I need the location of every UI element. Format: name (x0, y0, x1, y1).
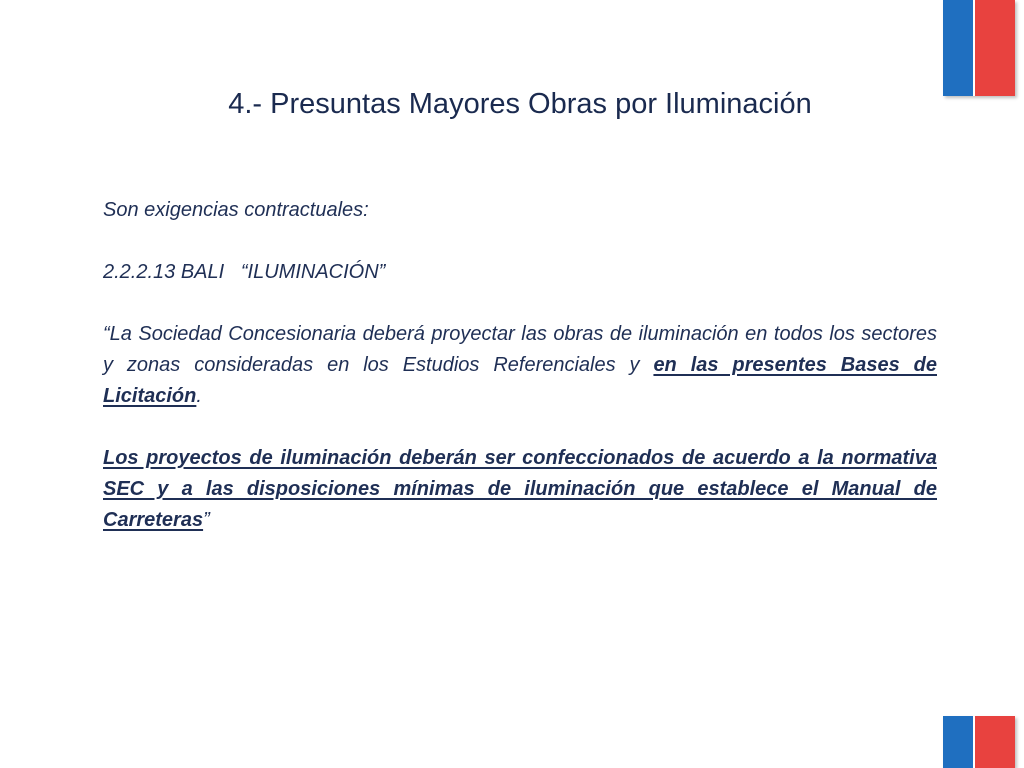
flag-icon (943, 716, 1015, 768)
flag-blue-stripe (943, 0, 973, 96)
paragraph-1-text: “La Sociedad Concesionaria deberá proyectar las obras de iluminación en todos los sectores y zonas consideradas en los Estudios Referenciales y (103, 323, 937, 376)
flag-blue-stripe (943, 716, 973, 768)
paragraph-2 (103, 443, 937, 536)
slide-title: 4.- Presuntas Mayores Obras por Iluminación (228, 88, 812, 120)
flag-red-stripe (975, 0, 1015, 96)
flag-red-stripe (975, 716, 1015, 768)
flag-icon (943, 0, 1015, 96)
slide-body (103, 195, 937, 536)
paragraph-1-end: . (196, 385, 202, 407)
paragraph-2-emphasis: Los proyectos de iluminación deberán ser confeccionados de acuerdo a la normativa SEC y a las disposiciones mínimas de iluminación que establece el Manual de Carreteras (103, 447, 937, 531)
spacer (103, 226, 937, 257)
paragraph-2-end: ” (203, 509, 210, 531)
spacer (103, 288, 937, 319)
intro-text: Son exigencias contractuales: (103, 199, 369, 221)
section-reference: 2.2.2.13 BALI “ILUMINACIÓN” (103, 261, 386, 283)
paragraph-1 (103, 319, 937, 412)
spacer (103, 412, 937, 443)
paragraph-1-emphasis: en las presentes Bases de Licitación (103, 354, 937, 407)
